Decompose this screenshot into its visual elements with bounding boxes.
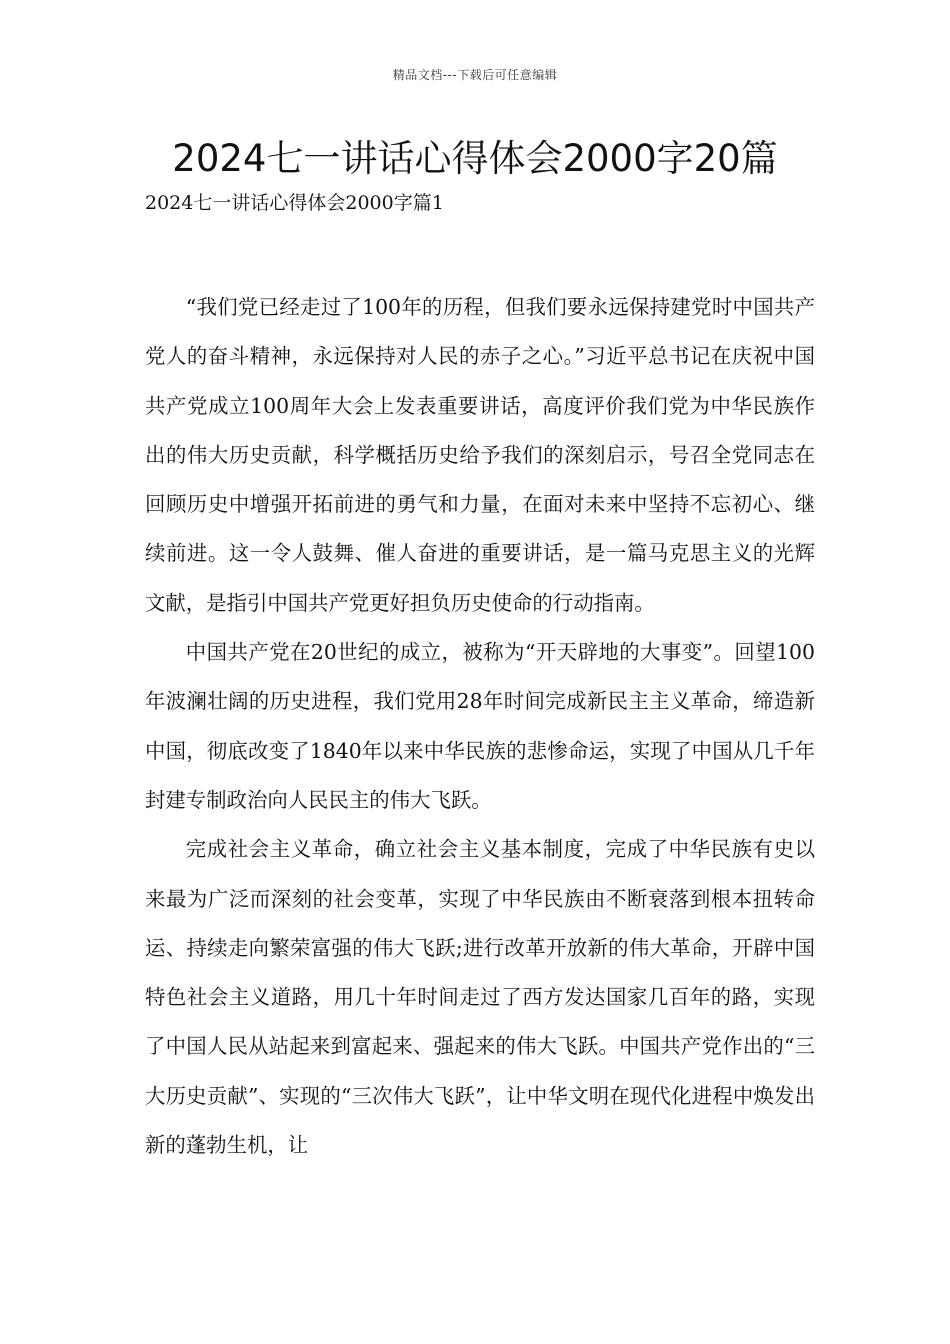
- body-paragraph: “我们党已经走过了100年的历程，但我们要永远保持建党时中国共产党人的奋斗精神，永远保持对人民的赤子之心。”习近平总书记在庆祝中国共产党成立100周年大会上发表重要讲话，高度评价我们党为中华民族作出的伟大历史贡献，科学概括历史给予我们的深刻启示，号召全党同志在回顾历史中增强开拓前进的勇气和力量，在面对未来中坚持不忘初心、继续前进。这一令人鼓舞、催人奋进的重要讲话，是一篇马克思主义的光辉文献，是指引中国共产党更好担负历史使命的行动指南。: [145, 295, 815, 615]
- body-paragraph: 完成社会主义革命，确立社会主义基本制度，完成了中华民族有史以来最为广泛而深刻的社会变革，实现了中华民族由不断衰落到根本扭转命运、持续走向繁荣富强的伟大飞跃;进行改革开放新的伟大革命，开辟中国特色社会主义道路，用几十年时间走过了西方发达国家几百年的路，实现了中国人民从站起来到富起来、强起来的伟大飞跃。中国共产党作出的“三大历史贡献”、实现的“三次伟大飞跃”，让中华文明在现代化进程中焕发出新的蓬勃生机，让: [145, 837, 815, 1158]
- body-paragraph: 中国共产党在20世纪的成立，被称为“开天辟地的大事变”。回望100年波澜壮阔的历史进程，我们党用28年时间完成新民主主义革命，缔造新中国，彻底改变了1840年以来中华民族的悲惨命运，实现了中国从几千年封建专制政治向人民民主的伟大飞跃。: [145, 640, 815, 812]
- document-title: 2024七一讲话心得体会2000字20篇: [172, 137, 778, 180]
- document-body: [145, 283, 815, 1170]
- document-header-note: 精品文档---下载后可任意编辑: [392, 68, 558, 82]
- section-subtitle: 2024七一讲话心得体会2000字篇1: [145, 192, 444, 214]
